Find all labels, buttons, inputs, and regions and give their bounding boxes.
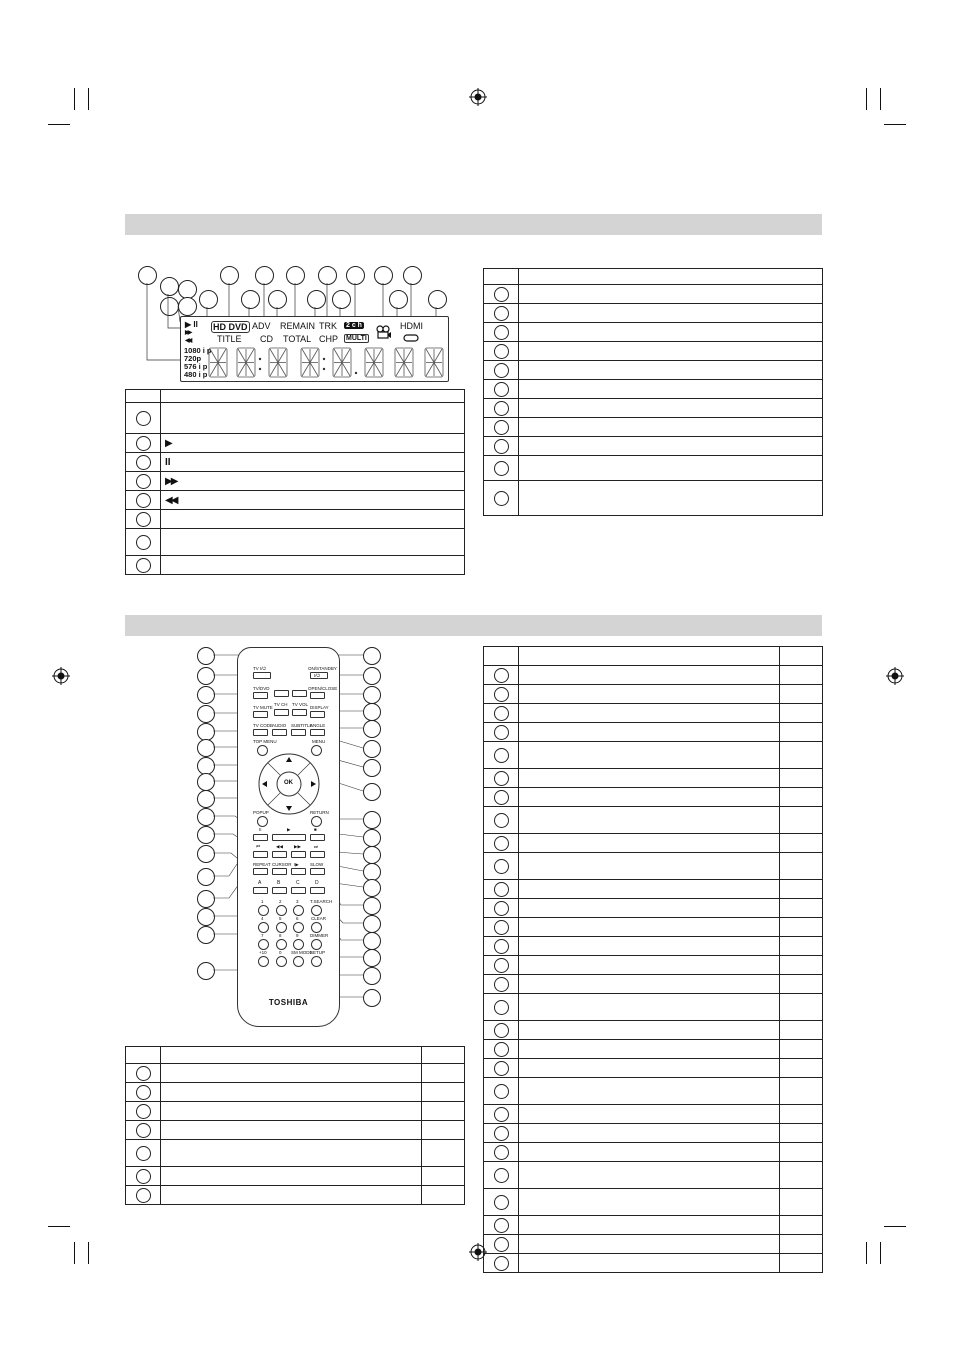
key-label-1: 1 xyxy=(261,899,264,904)
key-label-dimmer: DIMMER xyxy=(310,933,329,938)
angle-button[interactable] xyxy=(310,729,325,736)
display-button[interactable] xyxy=(310,711,325,718)
item-number-circle xyxy=(494,491,509,506)
segment-digits xyxy=(208,347,446,379)
key-label-0: 0 xyxy=(279,950,282,955)
item-number-circle xyxy=(494,1195,509,1210)
key-label-clear: CLEAR xyxy=(311,916,327,921)
digit-7-button[interactable] xyxy=(258,939,269,950)
key-label-tv-power: TV I/⏻ xyxy=(253,666,267,671)
key-label-menu: MENU xyxy=(312,739,326,744)
clear-button[interactable] xyxy=(311,922,322,933)
item-number-circle xyxy=(136,535,151,550)
item-number-circle xyxy=(494,939,509,954)
digit-8-button[interactable] xyxy=(276,939,287,950)
item-number-circle xyxy=(136,1123,151,1138)
key-label-popup: POPUP xyxy=(253,810,269,815)
callout-circle xyxy=(363,686,381,704)
lcd-chp: CHP xyxy=(319,334,339,344)
item-number-circle xyxy=(136,1066,151,1081)
tvdvd-button[interactable] xyxy=(253,692,268,699)
key-label-power: I/⏻ xyxy=(314,673,321,678)
lcd-res-480: 480 i p xyxy=(184,370,208,379)
callout-circle xyxy=(363,703,381,721)
c-button[interactable] xyxy=(291,887,306,894)
item-number-circle xyxy=(494,363,509,378)
item-number-circle xyxy=(494,771,509,786)
stop-button[interactable] xyxy=(310,834,325,841)
item-number-circle xyxy=(136,436,151,451)
item-number-circle xyxy=(494,1000,509,1015)
b-button[interactable] xyxy=(272,887,287,894)
key-label-setup: SETUP xyxy=(310,950,326,955)
fast-forward-icon: ▶▶ xyxy=(294,844,301,849)
callout-circle xyxy=(363,897,381,915)
item-number-circle xyxy=(494,1256,509,1271)
key-label-top-menu: TOP MENU xyxy=(253,739,277,744)
key-label-tsearch: T.SEARCH xyxy=(310,899,333,904)
key-label-open-close: OPEN/CLOSE xyxy=(308,686,338,691)
setup-button[interactable] xyxy=(311,956,322,967)
callout-circle xyxy=(363,759,381,777)
key-label-6: 6 xyxy=(296,916,299,921)
item-number-circle xyxy=(494,1168,509,1183)
crop-mark xyxy=(88,88,89,110)
digit-4-button[interactable] xyxy=(258,922,269,933)
digit-3-button[interactable] xyxy=(293,905,304,916)
item-number-circle xyxy=(494,382,509,397)
callout-circle xyxy=(363,915,381,933)
callout-circle xyxy=(363,846,381,864)
item-number-circle xyxy=(494,306,509,321)
callout-circle xyxy=(363,811,381,829)
pause-symbol: II xyxy=(165,456,171,468)
lcd-2ch: 2 c h xyxy=(346,322,362,329)
tv-ch-down-button[interactable] xyxy=(274,709,289,716)
item-number-circle xyxy=(136,1085,151,1100)
item-number-circle xyxy=(494,725,509,740)
frame-advance-button[interactable] xyxy=(291,868,306,875)
callout-circle xyxy=(363,967,381,985)
crop-mark xyxy=(880,1242,881,1264)
play-symbol: ▶ xyxy=(165,437,171,449)
item-number-circle xyxy=(494,901,509,916)
audio-button[interactable] xyxy=(272,729,287,736)
open-close-button[interactable] xyxy=(310,692,325,699)
key-label-on-standby: ON/STANDBY xyxy=(308,666,337,671)
repeat-icon xyxy=(402,334,420,342)
repeat-button[interactable] xyxy=(253,868,268,875)
item-number-circle xyxy=(136,474,151,489)
key-label-tvdvd: TV/DVD xyxy=(253,686,270,691)
crop-mark xyxy=(48,1226,70,1227)
lcd-res-576: 576 i p xyxy=(184,362,208,371)
registration-mark-icon xyxy=(52,667,70,685)
popup-button[interactable] xyxy=(257,816,268,827)
cursor-button[interactable] xyxy=(272,868,287,875)
tv-vol-down-button[interactable] xyxy=(292,709,307,716)
key-label-audio: AUDIO xyxy=(272,723,287,728)
tv-ch-up-button[interactable] xyxy=(274,690,289,697)
lcd-play-pause: ▶ II xyxy=(185,320,198,329)
crop-mark xyxy=(866,88,867,110)
digit-0-button[interactable] xyxy=(276,956,287,967)
item-number-circle xyxy=(494,882,509,897)
brand-logo: TOSHIBA xyxy=(268,998,309,1007)
key-label-plus10: +10 xyxy=(259,950,267,955)
digit-6-button[interactable] xyxy=(293,922,304,933)
item-number-circle xyxy=(494,1023,509,1038)
lcd-hddvd: HD DVD xyxy=(213,322,248,332)
rewind-button[interactable] xyxy=(272,851,287,858)
key-label-slow: SLOW xyxy=(310,862,324,867)
lcd-total: TOTAL xyxy=(283,334,312,344)
key-label-c: C xyxy=(296,880,300,886)
item-number-circle xyxy=(494,1218,509,1233)
callout-circle xyxy=(363,879,381,897)
item-number-circle xyxy=(494,1145,509,1160)
item-number-circle xyxy=(494,439,509,454)
item-number-circle xyxy=(136,512,151,527)
item-number-circle xyxy=(494,1042,509,1057)
key-label-cursor: CURSOR xyxy=(272,862,292,867)
item-number-circle xyxy=(494,344,509,359)
callout-circle xyxy=(363,740,381,758)
item-number-circle xyxy=(136,1146,151,1161)
camera-angle-icon xyxy=(376,325,392,339)
remote-control-body xyxy=(237,647,340,1027)
item-number-circle xyxy=(494,748,509,763)
crop-mark xyxy=(866,1242,867,1264)
item-number-circle xyxy=(494,859,509,874)
key-label-a: A xyxy=(258,880,262,886)
lcd-res-1080: 1080 i p xyxy=(184,346,212,355)
item-number-circle xyxy=(494,1107,509,1122)
lcd-panel xyxy=(180,316,449,382)
key-label-7: 7 xyxy=(261,933,264,938)
lcd-fwd: ▶▶ xyxy=(185,330,191,336)
item-number-circle xyxy=(494,420,509,435)
skip-back-icon: ⏮ xyxy=(256,844,261,849)
key-label-tv-code: TV CODE xyxy=(253,723,274,728)
crop-mark xyxy=(880,88,881,110)
key-label-subtitle: SUBTITLE xyxy=(291,723,313,728)
callout-circle xyxy=(363,829,381,847)
callout-circle xyxy=(363,783,381,801)
forward-symbol: ▶▶ xyxy=(165,475,177,487)
lcd-cd: CD xyxy=(260,334,273,344)
key-label-4: 4 xyxy=(261,916,264,921)
crop-mark xyxy=(88,1242,89,1264)
callout-circle xyxy=(363,949,381,967)
key-label-8: 8 xyxy=(279,933,282,938)
section-header-band-remote xyxy=(125,615,822,636)
lcd-adv: ADV xyxy=(252,321,271,331)
tv-vol-up-button[interactable] xyxy=(292,690,307,697)
pause-icon: II xyxy=(259,827,262,832)
key-label-repeat: REPEAT xyxy=(253,862,271,867)
dimmer-button[interactable] xyxy=(311,939,322,950)
key-label-sm-mode: SM MODE xyxy=(291,950,313,955)
item-number-circle xyxy=(494,1126,509,1141)
display-table-right xyxy=(483,268,823,516)
key-label-tv-vol: TV VOL xyxy=(292,702,309,707)
key-label-angle: ANGLE xyxy=(310,723,326,728)
callout-circle xyxy=(363,720,381,738)
frame-advance-icon: I▶ xyxy=(294,862,299,867)
skip-forward-button[interactable] xyxy=(310,851,325,858)
item-number-circle xyxy=(494,461,509,476)
crop-mark xyxy=(74,1242,75,1264)
lcd-trk: TRK xyxy=(319,321,337,331)
crop-mark xyxy=(74,88,75,110)
item-number-circle xyxy=(136,1104,151,1119)
crop-mark xyxy=(48,124,70,125)
skip-back-button[interactable] xyxy=(253,851,268,858)
callout-circle xyxy=(363,647,381,665)
crop-mark xyxy=(884,1226,906,1227)
key-label-b: B xyxy=(277,880,281,886)
skip-forward-icon: ⏭ xyxy=(314,844,319,849)
tsearch-button[interactable] xyxy=(311,905,322,916)
item-number-circle xyxy=(494,325,509,340)
digit-9-button[interactable] xyxy=(293,939,304,950)
lcd-multi: MULTI xyxy=(346,335,367,342)
item-number-circle xyxy=(494,836,509,851)
subtitle-button[interactable] xyxy=(291,729,306,736)
item-number-circle xyxy=(494,687,509,702)
item-number-circle xyxy=(494,706,509,721)
item-number-circle xyxy=(136,455,151,470)
pause-button[interactable] xyxy=(253,834,268,841)
item-number-circle xyxy=(494,813,509,828)
stop-icon: ■ xyxy=(314,827,317,832)
rewind-icon: ◀◀ xyxy=(276,844,283,849)
item-number-circle xyxy=(494,1061,509,1076)
lcd-hdmi: HDMI xyxy=(400,321,423,331)
remote-table-left xyxy=(125,1046,465,1205)
callout-circle xyxy=(363,989,381,1007)
ok-button-label[interactable]: OK xyxy=(284,780,293,786)
item-number-circle xyxy=(494,958,509,973)
play-icon: ▶ xyxy=(287,827,291,832)
remote-table-right xyxy=(483,646,823,1273)
key-label-tv-ch: TV CH xyxy=(274,702,288,707)
item-number-circle xyxy=(494,1084,509,1099)
item-number-circle xyxy=(494,401,509,416)
item-number-circle xyxy=(136,558,151,573)
lcd-remain: REMAIN xyxy=(280,321,316,331)
item-number-circle xyxy=(136,411,151,426)
key-label-tv-mute: TV MUTE xyxy=(253,705,273,710)
item-number-circle xyxy=(494,287,509,302)
crop-mark xyxy=(884,124,906,125)
display-table-left xyxy=(125,389,465,575)
item-number-circle xyxy=(136,1188,151,1203)
lcd-res-720: 720p xyxy=(184,354,202,363)
digit-2-button[interactable] xyxy=(276,905,287,916)
digit-1-button[interactable] xyxy=(258,905,269,916)
callout-circle xyxy=(363,932,381,950)
callout-circle xyxy=(363,667,381,685)
tv-power-button[interactable] xyxy=(253,672,271,679)
key-label-display: DISPLAY xyxy=(310,705,329,710)
key-label-2: 2 xyxy=(279,899,282,904)
return-button[interactable] xyxy=(311,816,322,827)
item-number-circle xyxy=(136,1169,151,1184)
a-button[interactable] xyxy=(253,887,268,894)
registration-mark-icon xyxy=(886,667,904,685)
lcd-rev: ◀◀ xyxy=(185,338,191,344)
item-number-circle xyxy=(494,920,509,935)
key-label-d: D xyxy=(315,880,319,886)
item-number-circle xyxy=(136,493,151,508)
tv-code-button[interactable] xyxy=(253,729,268,736)
d-button[interactable] xyxy=(310,887,325,894)
item-number-circle xyxy=(494,977,509,992)
slow-button[interactable] xyxy=(310,868,325,875)
lcd-title: TITLE xyxy=(217,334,242,344)
item-number-circle xyxy=(494,1237,509,1252)
key-label-5: 5 xyxy=(279,916,282,921)
key-label-return: RETURN xyxy=(310,810,329,815)
plus10-button[interactable] xyxy=(258,956,269,967)
fast-forward-button[interactable] xyxy=(291,851,306,858)
play-button[interactable] xyxy=(272,834,306,841)
key-label-9: 9 xyxy=(296,933,299,938)
section-header-band-display xyxy=(125,214,822,235)
sm-mode-button[interactable] xyxy=(293,956,304,967)
digit-5-button[interactable] xyxy=(276,922,287,933)
registration-mark-icon xyxy=(469,88,487,106)
reverse-symbol: ◀◀ xyxy=(165,494,177,506)
item-number-circle xyxy=(494,790,509,805)
tv-mute-button[interactable] xyxy=(253,711,268,718)
key-label-3: 3 xyxy=(296,899,299,904)
item-number-circle xyxy=(494,668,509,683)
